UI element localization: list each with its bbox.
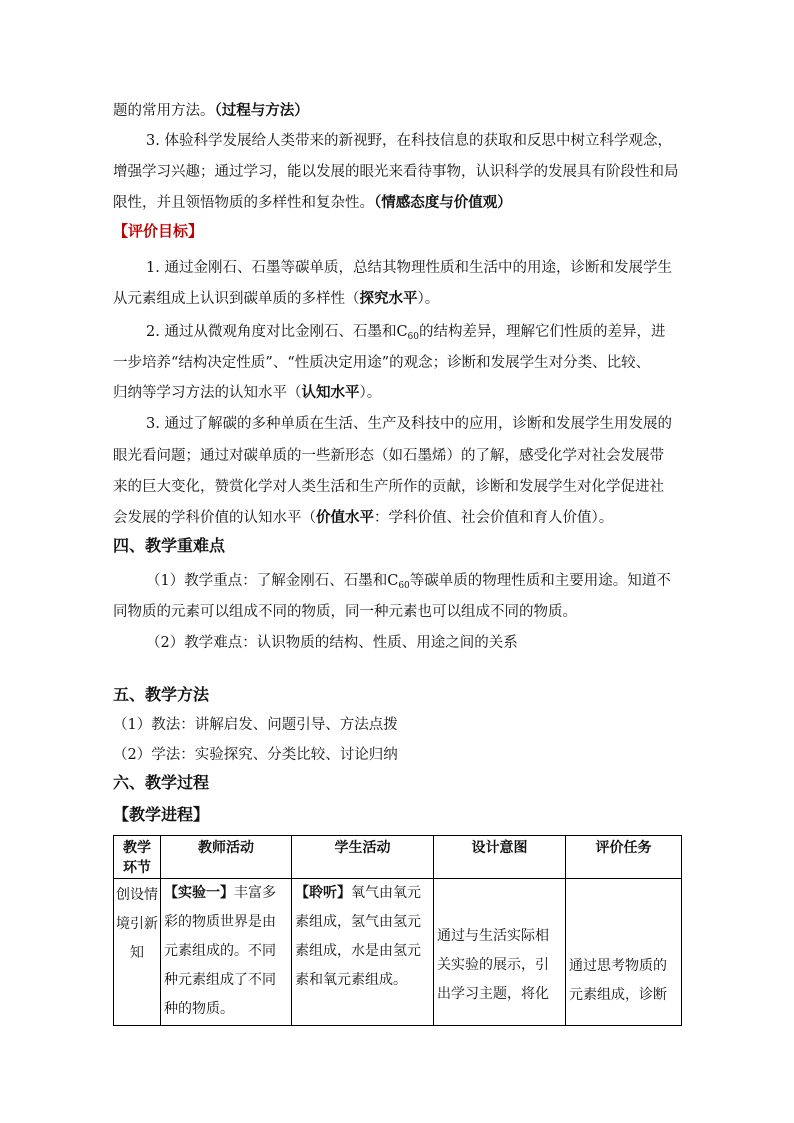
table-header-row xyxy=(114,836,682,879)
paragraph-line xyxy=(113,101,309,121)
column-header: 教师活动 xyxy=(161,836,292,879)
bold-text: 探究水平 xyxy=(359,290,418,307)
paragraph-line xyxy=(113,383,381,403)
text: 等碳单质的物理性质和主要用途。知道不 xyxy=(409,573,671,589)
process-heading: 【教学进程】 xyxy=(113,805,210,824)
paragraph-line xyxy=(113,508,613,528)
evaluation-task-cell xyxy=(566,879,682,1026)
paragraph-line: （1）教法：讲解启发、问题引导、方法点拨 xyxy=(113,717,398,733)
text: ：学科价值、社会价值和育人价值）。 xyxy=(374,510,614,526)
paragraph-line: 眼光看问题；通过对碳单质的一些新形态（如石墨烯）的了解，感受化学对社会发展带 xyxy=(113,448,664,464)
text: 的结构差异，理解它们性质的差异，进 xyxy=(419,324,666,340)
paragraph-line: 3. 通过了解碳的多种单质在生活、生产及科技中的应用，诊断和发展学生用发展的 xyxy=(146,416,672,432)
paragraph-line: 来的巨大变化，赞赏化学对人类生活和生产所作的贡献，诊断和发展学生对化学促进社 xyxy=(113,479,664,495)
paragraph-line xyxy=(146,571,671,591)
eval-heading: 【评价目标】 xyxy=(113,222,204,240)
paragraph-line xyxy=(146,322,666,342)
text: 题的常用方法。 xyxy=(113,103,215,119)
eval-text: 通过思考物质的元素组成，诊断 xyxy=(569,958,667,1003)
paragraph-line: 1. 通过金刚石、石墨等碳单质，总结其物理性质和生活中的用途，诊断和发展学生 xyxy=(146,260,672,276)
paragraph-line: 3. 体验科学发展给人类带来的新视野，在科技信息的获取和反思中树立科学观念， xyxy=(146,133,672,149)
activity-text: 氧气由氧元素组成，氢气由氢元素组成，水是由氢元素和氧元素组成。 xyxy=(295,885,421,988)
text: 归纳等学习方法的认知水平（ xyxy=(113,385,302,401)
activity-tag: 【聆听】 xyxy=(295,885,351,901)
text: （1）教学重点：了解金刚石、石墨和C xyxy=(146,573,399,589)
activity-text: 丰富多彩的物质世界是由元素组成的。不同种元素组成了不同种的物质。 xyxy=(164,885,276,1017)
bold-text: （情感态度与价值观） xyxy=(374,194,512,211)
paragraph-line: （2）教学难点：认识物质的结构、性质、用途之间的关系 xyxy=(146,635,518,651)
column-header: 设计意图 xyxy=(434,836,566,879)
text: 2. 通过从微观角度对比金刚石、石墨和C xyxy=(146,324,408,340)
section-heading: 六、教学过程 xyxy=(113,773,210,792)
paragraph-line: 增强学习兴趣；通过学习，能以发展的眼光来看待事物，认识科学的发展具有阶段性和局 xyxy=(113,164,679,180)
text: 限性，并且领悟物质的多样性和复杂性。 xyxy=(113,195,374,211)
stage-cell: 创设情境引新知 xyxy=(114,879,161,1026)
bold-text: （过程与方法） xyxy=(214,102,309,119)
section-heading: 四、教学重难点 xyxy=(113,536,226,555)
column-header: 评价任务 xyxy=(566,836,682,879)
text: ）。 xyxy=(417,291,440,307)
teacher-activity-cell xyxy=(161,879,292,1026)
section-heading: 五、教学方法 xyxy=(113,685,210,704)
design-intent-cell xyxy=(434,879,566,1026)
subscript: 60 xyxy=(398,581,410,591)
intent-text: 通过与生活实际相关实验的展示，引出学习主题，将化 xyxy=(437,928,549,1002)
column-header: 教学环节 xyxy=(114,836,161,879)
subscript: 60 xyxy=(407,332,419,342)
teaching-process-table xyxy=(113,835,682,1026)
text: 从元素组成上认识到碳单质的多样性（ xyxy=(113,291,360,307)
table-row xyxy=(114,879,682,1026)
activity-tag: 【实验一】 xyxy=(164,885,234,901)
column-header: 学生活动 xyxy=(292,836,434,879)
paragraph-line xyxy=(113,289,439,309)
text: 会发展的学科价值的认知水平（ xyxy=(113,510,316,526)
paragraph-line xyxy=(113,193,512,213)
paragraph-line: 同物质的元素可以组成不同的物质，同一种元素也可以组成不同的物质。 xyxy=(113,604,577,620)
paragraph-line: 一步培养“结构决定性质”、“性质决定用途”的观念；诊断和发展学生对分类、比较、 xyxy=(113,355,651,371)
bold-text: 价值水平 xyxy=(316,509,374,526)
paragraph-line: （2）学法：实验探究、分类比较、讨论归纳 xyxy=(113,747,398,763)
text: ）。 xyxy=(359,385,382,401)
bold-text: 认知水平 xyxy=(301,384,360,401)
student-activity-cell xyxy=(292,879,434,1026)
